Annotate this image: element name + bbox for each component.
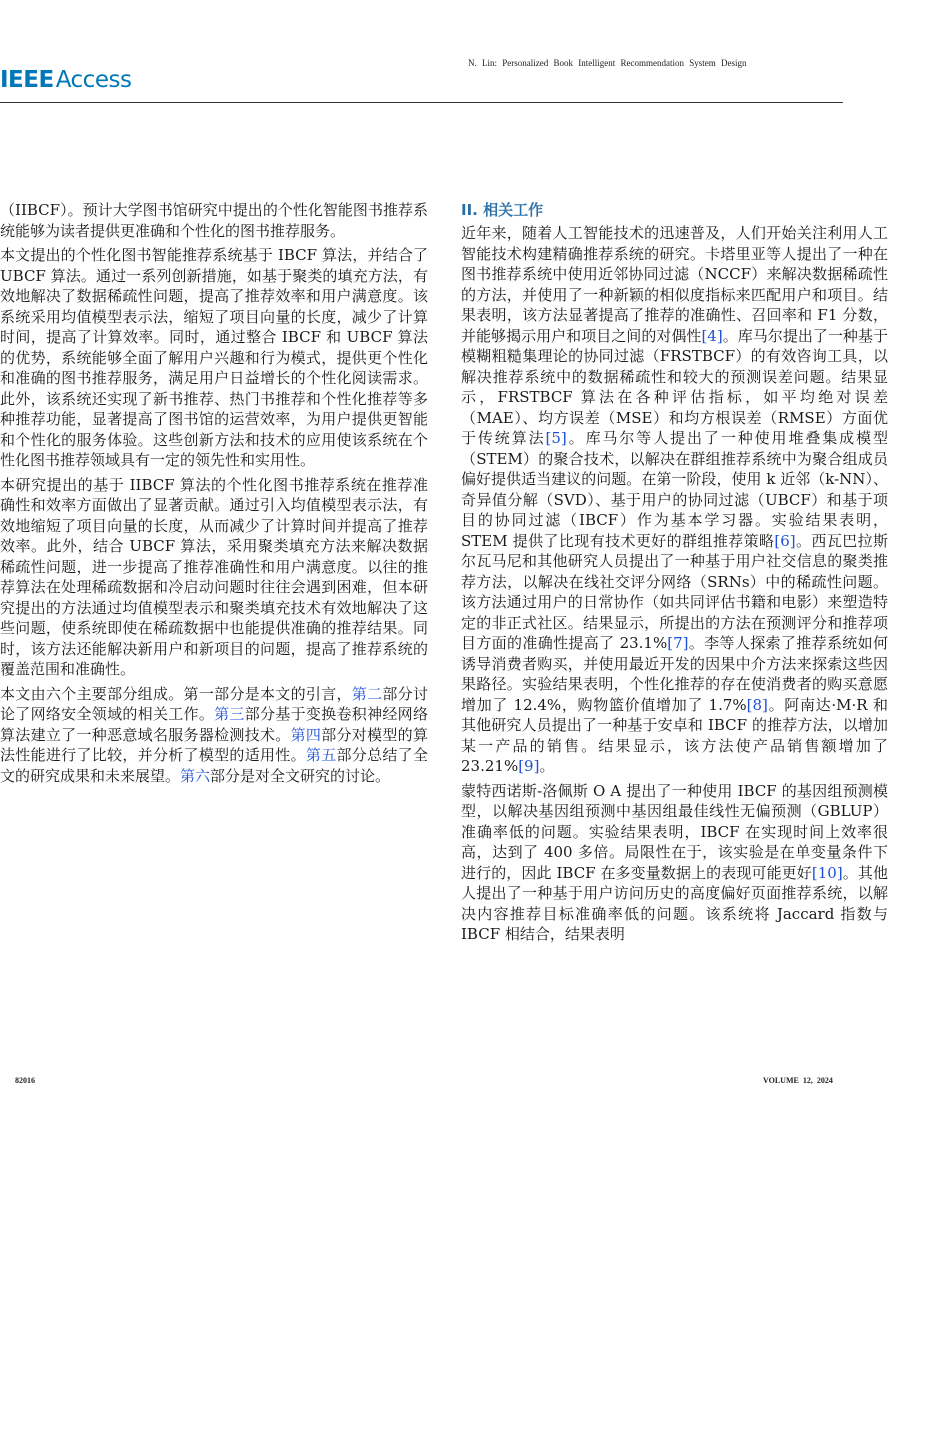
citation-link-6[interactable]: [6] (774, 531, 796, 550)
logo-ieee-text: IEEE (0, 67, 54, 93)
text-run: 部分讨论了网络安全领域的相关工作。 (0, 684, 428, 723)
section-3-link[interactable]: 第三 (214, 705, 245, 723)
left-column (0, 200, 428, 790)
text-run: 。西瓦巴拉斯尔瓦马尼和其他研究人员提出了一种基于用户社交信息的聚类推荐方法，以解决在线社交评分网络（SRNs）中的稀疏性问题。该方法通过用户的日常协作（如共同评估书籍和电影）来塑造特定的非正式社区。结果显示，所提出的方法在预测评分和推荐项目方面的准确性提高了 23.1% (461, 531, 888, 652)
text-run: 部分是对全文研究的讨论。 (210, 766, 391, 785)
text-run: 。李等人探索了推荐系统如何诱导消费者购买，并使用最近开发的因果中介方法来探索这些因果路径。实验结果表明，个性化推荐的存在使消费者的购买意愿增加了 12.4%，购物篮价值增加了 1.7% (461, 634, 888, 714)
right-column (461, 200, 888, 949)
paragraph-related-work (461, 223, 888, 777)
text-run: 。 (539, 757, 555, 775)
ieee-access-logo (0, 66, 131, 94)
text-run: 。库马尔提出了一种基于模糊粗糙集理论的协同过滤（FRSTBCF）的有效咨询工具，以解决推荐系统中的数据稀疏性和较大的预测误差问题。结果显示，FRSTBCF 算法在各种评估指标，如平均绝对误差（MAE）、均方误差（MSE）和均方根误差（RMSE）方面优于传统算法 (461, 326, 888, 447)
text-run: 本文由六个主要部分组成。第一部分是本文的引言， (0, 684, 352, 703)
text-run: 。其他人提出了一种基于用户访问历史的高度偏好页面推荐系统，以解决内容推荐目标准确率低的问题。该系统将 Jaccard 指数与 IBCF 相结合，结果表明 (461, 863, 888, 943)
logo-access-text: Access (55, 67, 132, 93)
citation-link-10[interactable]: [10] (811, 863, 843, 882)
citation-link-9[interactable]: [9] (518, 757, 540, 775)
volume-label: VOLUME 12, 2024 (763, 1076, 833, 1085)
text-run: 部分基于变换卷积神经网络算法建立了一种恶意域名服务器检测技术。 (0, 705, 428, 744)
paragraph-outline (0, 684, 428, 787)
header-rule (0, 102, 843, 103)
text-run: 部分总结了全文的研究成果和未来展望。 (0, 746, 428, 785)
page-number: 82016 (15, 1076, 35, 1085)
paragraph-related-work (461, 781, 888, 945)
paragraph: 本研究提出的基于 IIBCF 算法的个性化图书推荐系统在推荐准确性和效率方面做出了显著贡献。通过引入均值模型表示法，有效地缩短了项目向量的长度，从而减少了计算时间并提高了推荐效率。此外，结合 UBCF 算法，采用聚类填充方法来解决数据稀疏性问题，进一步提高了推荐准确性和用户满意度。以往的推荐算法在处理稀疏数据和冷启动问题时往往会遇到困难，但本研究提出的方法通过均值模型表示和聚类填充技术有效地解决了这些问题，使系统即使在稀疏数据中也能提供准确的推荐结果。同时，该方法还能解决新用户和新项目的问题，提高了推荐系统的覆盖范围和准确性。 (0, 475, 428, 678)
text-run: 蒙特西诺斯-洛佩斯 O A 提出了一种使用 IBCF 的基因组预测模型，以解决基因组预测中基因组最佳线性无偏预测（GBLUP）准确率低的问题。实验结果表明，IBCF 在实现时间上效率很高，达到了 400 多倍。局限性在于，该实验是在单变量条件下进行的，因此 IBCF 在多变量数据上的表现可能更好 (461, 781, 888, 882)
running-title: N. Lin: Personalized Book Intelligent Recommendation System Design (468, 58, 747, 68)
citation-link-8[interactable]: [8] (746, 695, 768, 714)
section-2-link[interactable]: 第二 (351, 684, 383, 703)
citation-link-4[interactable]: [4] (701, 326, 723, 345)
citation-link-7[interactable]: [7] (667, 634, 689, 652)
text-run: 近年来，随着人工智能技术的迅速普及，人们开始关注利用人工智能技术构建精确推荐系统的研究。卡塔里亚等人提出了一种在图书推荐系统中使用近邻协同过滤（NCCF）来解决数据稀疏性的方法，并使用了一种新颖的相似度指标来匹配用户和项目。结果表明，该方法显著提高了推荐的准确性、召回率和 F1 分数，并能够揭示用户和项目之间的对偶性 (461, 224, 888, 345)
section-6-link[interactable]: 第六 (180, 766, 211, 785)
citation-link-5[interactable]: [5] (545, 429, 567, 447)
text-run: 。阿南达·M·R 和其他研究人员提出了一种基于安卓和 IBCF 的推荐方法，以增加某一产品的销售。结果显示，该方法使产品销售额增加了 23.21% (461, 695, 889, 775)
text-run: 部分对模型的算法性能进行了比较，并分析了模型的适用性。 (0, 725, 428, 764)
paragraph: （IIBCF）。预计大学图书馆研究中提出的个性化智能图书推荐系统能够为读者提供更准确和个性化的图书推荐服务。 (0, 201, 428, 240)
section-4-link[interactable]: 第四 (290, 725, 322, 744)
paragraph: 本文提出的个性化图书智能推荐系统基于 IBCF 算法，并结合了 UBCF 算法。通过一系列创新措施，如基于聚类的填充方法，有效地解决了数据稀疏性问题，提高了推荐效率和用户满意度。该系统采用均值模型表示法，缩短了项目向量的长度，减少了计算时间，提高了计算效率。同时，通过整合 IBCF 和 UBCF 算法的优势，系统能够全面了解用户兴趣和行为模式，提供更个性化和准确的图书推荐服务，满足用户日益增长的个性化阅读需求。此外，该系统还实现了新书推荐、热门书推荐和个性化推荐等多种推荐功能，显著提高了图书馆的运营效率，为用户提供更智能和个性化的服务体验。这些创新方法和技术的应用使该系统在个性化图书推荐领域具有一定的领先性和实用性。 (0, 246, 428, 469)
section-heading: II. 相关工作 (461, 201, 544, 219)
section-5-link[interactable]: 第五 (305, 746, 337, 764)
text-run: 。库马尔等人提出了一种使用堆叠集成模型（STEM）的聚合技术，以解决在群组推荐系统中为聚合组成员偏好提供适当建议的问题。在第一阶段，使用 k 近邻（k-NN）、奇异值分解（SVD）、基于用户的协同过滤（UBCF）和基于项目的协同过滤（IBCF）作为基本学习器。实验结果表明，STEM 提供了比现有技术更好的群组推荐策略 (461, 429, 888, 550)
